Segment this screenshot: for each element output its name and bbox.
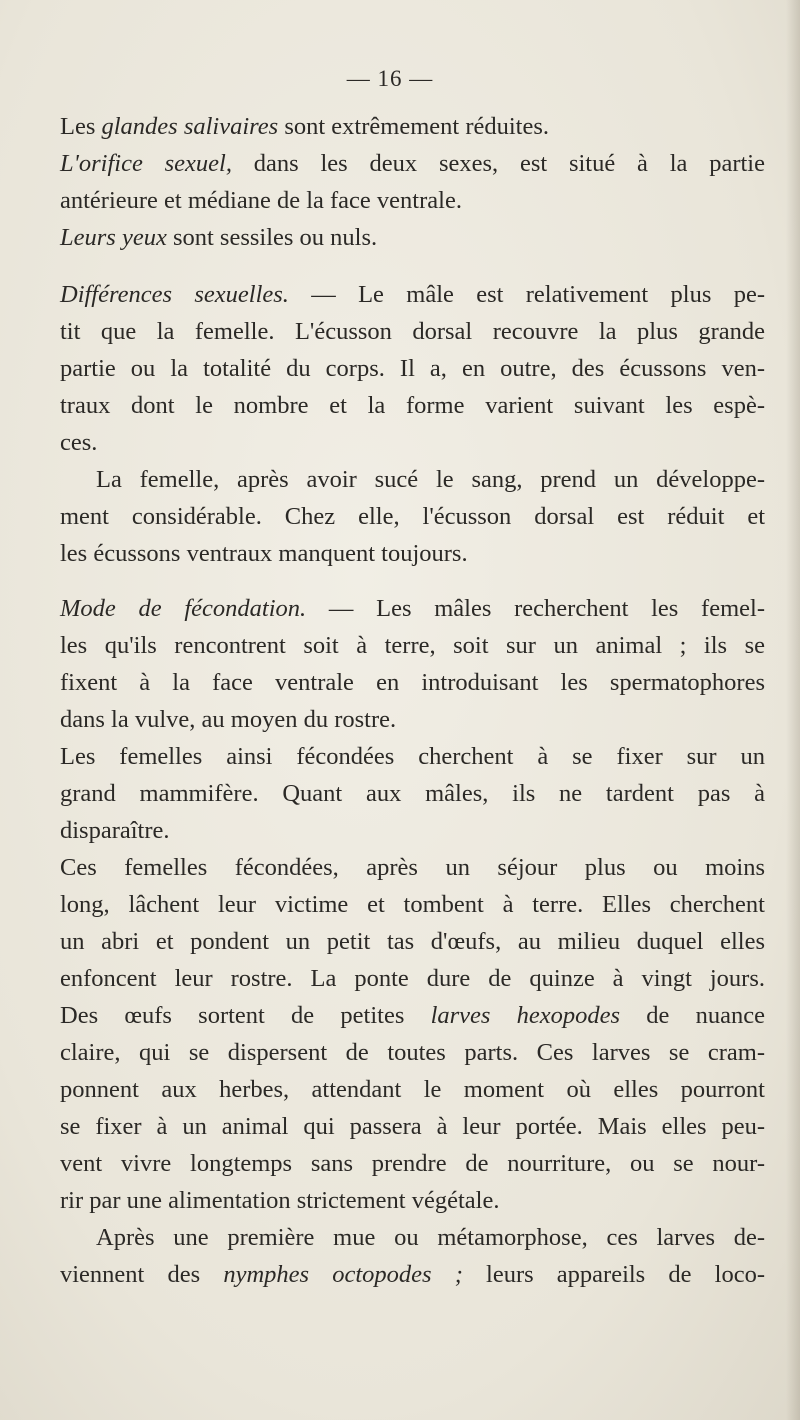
text-run: Les [60,113,102,140]
text-run: sont extrêmement réduites. [278,113,549,140]
paragraph-metamorphosis-line-2 [60,1256,765,1293]
italic-term: L'orifice sexuel, [60,150,232,177]
paragraph-female-line-3: les écussons ventraux manquent toujours. [60,540,468,567]
paragraph-egg-laying-line-6: claire, qui se dispersent de toutes parts. Ces larves se cram- [60,1039,765,1066]
paragraph-egg-laying-line-4: enfoncent leur rostre. La ponte dure de quinze à vingt jours. [60,965,765,992]
page-edge-shadow [786,0,800,1420]
paragraph-fecundation-line-2: les qu'ils rencontrent soit à terre, soit sur un animal ; ils se [60,632,765,659]
paragraph-egg-laying-line-1: Ces femelles fécondées, après un séjour plus ou moins [60,854,765,881]
paragraph-egg-laying-line-7: ponnent aux herbes, attendant le moment où elles pourront [60,1076,765,1103]
section-heading: Différences sexuelles. [60,281,289,308]
paragraph-sexual-differences-line-3: partie ou la totalité du corps. Il a, en outre, des écussons ven- [60,355,765,382]
paragraph-eyes [60,219,765,256]
paragraph-metamorphosis-line-1: Après une première mue ou métamorphose, ces larves de- [96,1224,765,1251]
paragraph-fecundation-line-3: fixent à la face ventrale en introduisant les spermatophores [60,669,765,696]
paragraph-sexual-differences-line-5: ces. [60,429,98,456]
paragraph-egg-laying-line-10: rir par une alimentation strictement végétale. [60,1187,500,1214]
text-run: Des œufs sortent de petites [60,1002,431,1029]
paragraph-fecundation-line-4: dans la vulve, au moyen du rostre. [60,706,397,733]
section-heading: Mode de fécondation. [60,595,307,622]
paragraph-female-line-2: ment considérable. Chez elle, l'écusson dorsal est réduit et [60,503,765,530]
italic-term: nymphes octopodes ; [223,1261,463,1288]
paragraph-sexual-orifice-line-1 [60,145,765,182]
page-number: — 16 — [346,66,434,91]
paragraph-sexual-differences-line-2: tit que la femelle. L'écusson dorsal recouvre la plus grande [60,318,765,345]
italic-term: larves hexopodes [430,1002,621,1029]
paragraph-fertilized-females-line-3: disparaître. [60,817,170,844]
paragraph-egg-laying-line-2: long, lâchent leur victime et tombent à terre. Elles cherchent [60,891,765,918]
spacer [60,572,765,590]
paragraph-fertilized-females-line-2: grand mammifère. Quant aux mâles, ils ne tardent pas à [60,780,765,807]
paragraph-salivary-glands [60,108,765,145]
spacer [60,256,765,276]
paragraph-sexual-differences-line-1 [60,276,765,313]
paragraph-fertilized-females-line-1: Les femelles ainsi fécondées cherchent à se fixer sur un [60,743,765,770]
text-run: dans les deux sexes, est situé à la partie [231,150,765,177]
text-run: — Le mâle est relativement plus pe- [288,281,766,308]
text-run: sont sessiles ou nuls. [166,224,378,251]
text-run: viennent des [60,1261,224,1288]
text-run: leurs appareils de loco- [462,1261,765,1288]
italic-term: glandes salivaires [101,113,279,140]
paragraph-egg-laying-line-5 [60,997,765,1034]
paragraph-fecundation-line-1 [60,590,765,627]
paragraph-egg-laying-line-3: un abri et pondent un petit tas d'œufs, au milieu duquel elles [60,928,765,955]
text-run: de nuance [620,1002,765,1029]
paragraph-sexual-orifice-line-2: antérieure et médiane de la face ventrale. [60,187,462,214]
text-run: — Les mâles recherchent les femel- [306,595,765,622]
paragraph-egg-laying-line-8: se fixer à un animal qui passera à leur portée. Mais elles peu- [60,1113,765,1140]
italic-term: Leurs yeux [60,224,167,251]
paragraph-sexual-differences-line-4: traux dont le nombre et la forme varient suivant les espè- [60,392,765,419]
paragraph-female-line-1: La femelle, après avoir sucé le sang, prend un développe- [96,466,765,493]
paragraph-egg-laying-line-9: vent vivre longtemps sans prendre de nourriture, ou se nour- [60,1150,765,1177]
body-text [60,108,765,1293]
